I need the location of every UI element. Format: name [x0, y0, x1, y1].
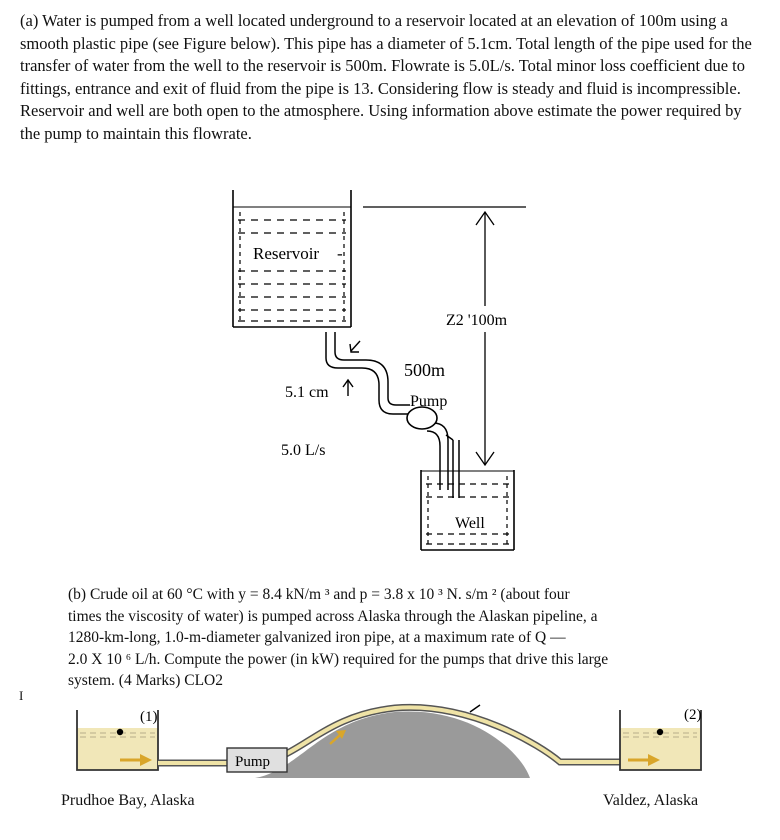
right-caption: Valdez, Alaska: [603, 792, 699, 809]
point-2-label: (2): [684, 707, 702, 723]
pipe: [326, 332, 459, 498]
pipeline-pump-label: Pump: [235, 754, 271, 770]
left-tank-fluid: [77, 728, 158, 770]
left-caption: Prudhoe Bay, Alaska: [61, 792, 195, 809]
elevation-label: Z2 '100m: [446, 312, 508, 329]
diameter-arrow-icon: [343, 380, 353, 396]
question-b-line-2: times the viscosity of water) is pumped across Alaska through the Alaskan pipeline, a: [68, 607, 598, 625]
pump-label: Pump: [410, 393, 448, 410]
question-b-line-5: system. (4 Marks) CLO2: [68, 672, 223, 690]
reservoir-label: Reservoir: [253, 244, 320, 263]
question-b-line-3: 1280-km-long, 1.0-m-diameter galvanized iron pipe, at a maximum rate of Q ―: [68, 629, 566, 647]
point-1-label: (1): [140, 709, 158, 725]
point-2-marker: [657, 729, 663, 735]
flow-arrow-icon: [350, 341, 360, 352]
point-1-marker: [117, 729, 123, 735]
length-label: 500m: [404, 360, 446, 380]
diameter-label: 5.1 cm: [285, 384, 329, 401]
margin-marker: I: [19, 688, 24, 703]
question-a-text: (a) Water is pumped from a well located underground to a reservoir located at an elevation of 100m using a smooth plastic pipe (see Figure below). This pipe has a diameter of 5.1cm. Total length of the pipe used for the transfer of water from the well to the reservoir is 500m. Flowrate is 5.0L/s. Total minor loss coefficient due to fittings, entrance and exit of fluid from the pipe is 13. Considering flow is steady and fluid is incompressible. Reservoir and well are both open to the atmosphere. Using information above estimate the power required by the pump to maintain this flowrate.: [20, 11, 752, 143]
pointer-line: [470, 705, 480, 712]
well-tank: [421, 470, 514, 550]
elevation-arrow: [476, 212, 494, 465]
figure-b-pipeline: [0, 690, 780, 790]
question-b-line-1: (b) Crude oil at 60 °C with y = 8.4 kN/m ³ and p = 3.8 x 10 ³ N. s/m ² (about four: [68, 586, 570, 603]
flow-label: 5.0 L/s: [281, 442, 326, 459]
pump-symbol: [407, 407, 437, 429]
well-label: Well: [455, 515, 485, 532]
question-b-text: [68, 584, 732, 692]
annotation-patch: [505, 704, 605, 722]
question-b-line-4: 2.0 X 10 ⁶ L/h. Compute the power (in kW) required for the pumps that drive this large: [68, 650, 609, 668]
reservoir-dash: -: [337, 244, 343, 263]
